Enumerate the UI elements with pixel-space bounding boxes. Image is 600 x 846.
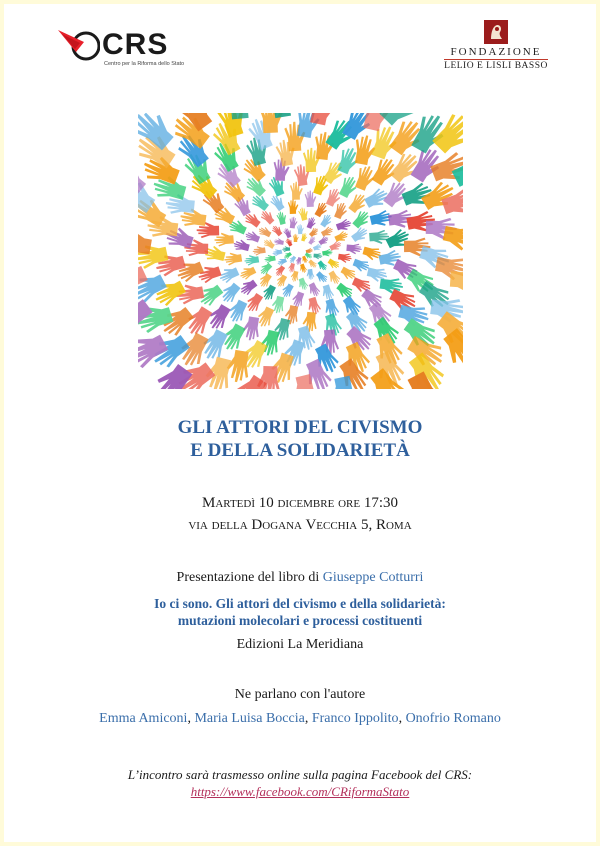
speaker-name: Franco Ippolito: [311, 711, 399, 726]
event-title-line2: E DELLA SOLIDARIETÀ: [190, 440, 410, 461]
event-title: [4, 416, 596, 462]
presentation-line: [4, 570, 596, 586]
book-author: Giuseppe Cotturri: [322, 570, 424, 585]
fondazione-subname: LELIO E LISLI BASSO: [444, 61, 548, 71]
speaker-name: Onofrio Romano: [405, 711, 501, 726]
speakers-intro: Ne parlano con l'autore: [234, 687, 366, 702]
fondazione-name: FONDAZIONE: [444, 46, 548, 60]
crs-name: CRS: [102, 28, 169, 61]
event-date: Martedì 10 dicembre ore 17:30: [201, 495, 398, 511]
book-title: [4, 595, 596, 629]
crs-megaphone-icon: [56, 26, 100, 62]
speaker-name: Maria Luisa Boccia: [194, 711, 305, 726]
crs-logo: [56, 26, 196, 70]
hands-spiral-artwork: [138, 113, 463, 389]
speakers-list: Emma Amiconi, Maria Luisa Boccia, Franco Ippolito, Onofrio Romano: [99, 711, 501, 726]
crs-tagline: Centro per la Riforma dello Stato: [104, 61, 185, 67]
flyer-page: [4, 4, 596, 842]
book-title-line2: mutazioni molecolari e processi costituenti: [177, 613, 423, 628]
book-title-line1: Io ci sono. Gli attori del civismo e della solidarietà:: [154, 596, 446, 611]
presentation-intro: Presentazione del libro di: [176, 570, 323, 585]
event-details: [4, 492, 596, 536]
fondazione-emblem-icon: [484, 20, 508, 44]
event-title-line1: GLI ATTORI DEL CIVISMO: [177, 417, 423, 438]
publisher: Edizioni La Meridiana: [236, 637, 364, 652]
facebook-link[interactable]: https://www.facebook.com/CRiformaStato: [190, 784, 410, 799]
event-venue: via della Dogana Vecchia 5, Roma: [188, 517, 412, 533]
fondazione-logo: [444, 20, 548, 82]
speaker-name: Emma Amiconi: [99, 711, 188, 726]
streaming-note: L’incontro sarà trasmesso online sulla pagina Facebook del CRS:: [127, 767, 473, 782]
